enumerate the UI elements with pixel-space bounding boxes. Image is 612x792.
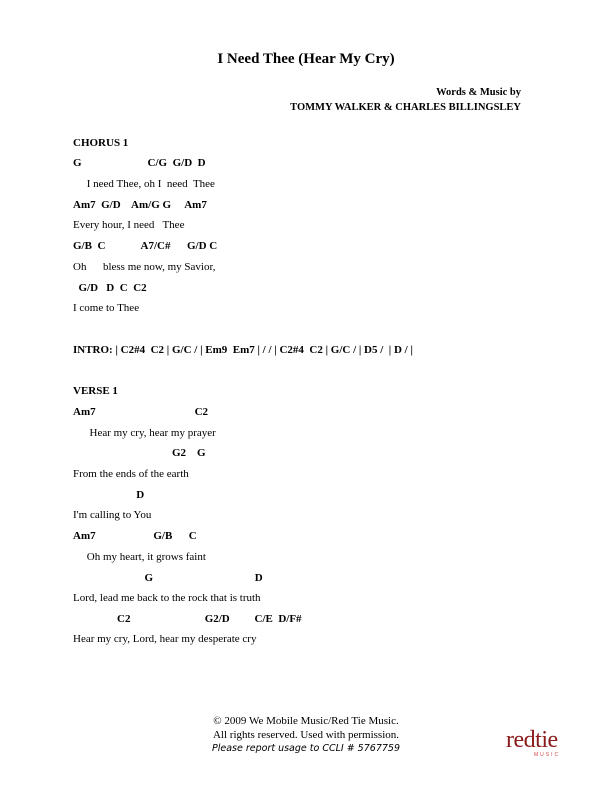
lyric-line: I come to Thee	[73, 302, 140, 314]
chord-line: G/B C A7/C# G/D C	[73, 240, 218, 252]
lyric-line: Oh bless me now, my Savior,	[73, 261, 216, 273]
ccli-text: Please report usage to CCLI # 5767759	[211, 743, 400, 754]
intro-line: INTRO: | C2#4 C2 | G/C / | Em9 Em7 | / / | C2#4 C2 | G/C / | D5 / | D / |	[73, 344, 413, 356]
chord-line: C2 G2/D C/E D/F#	[73, 613, 302, 625]
copyright-text: © 2009 We Mobile Music/Red Tie Music.	[213, 715, 399, 727]
logo-subtext: MUSIC	[534, 752, 561, 758]
lyric-line: I'm calling to You	[73, 509, 152, 521]
chord-line: G C/G G/D D	[73, 157, 206, 169]
logo-text: redtie	[506, 727, 558, 753]
section-heading-chorus: CHORUS 1	[73, 137, 129, 149]
lyric-line: I need Thee, oh I need Thee	[73, 178, 215, 190]
lyric-line: From the ends of the earth	[73, 468, 189, 480]
rights-text: All rights reserved. Used with permission.	[212, 729, 400, 741]
lyric-line: Lord, lead me back to the rock that is truth	[73, 592, 261, 604]
credits-label: Words & Music by	[436, 87, 521, 98]
credits-authors: TOMMY WALKER & CHARLES BILLINGSLEY	[290, 102, 521, 113]
lyric-line: Hear my cry, Lord, hear my desperate cry	[73, 633, 257, 645]
chord-line: G D	[73, 572, 263, 584]
lyric-line: Oh my heart, it grows faint	[73, 551, 206, 563]
section-heading-verse: VERSE 1	[73, 385, 118, 397]
chord-line: D	[73, 489, 145, 501]
lyric-line: Every hour, I need Thee	[73, 219, 185, 231]
song-title: I Need Thee (Hear My Cry)	[217, 51, 395, 67]
lyric-line: Hear my cry, hear my prayer	[73, 427, 216, 439]
chord-line: G2 G	[73, 447, 206, 459]
chord-line: Am7 G/D Am/G G Am7	[73, 199, 207, 211]
chord-line: Am7 G/B C	[73, 530, 197, 542]
chord-line: G/D D C C2	[73, 282, 147, 294]
redtie-logo	[506, 727, 561, 758]
chord-line: Am7 C2	[73, 406, 209, 418]
